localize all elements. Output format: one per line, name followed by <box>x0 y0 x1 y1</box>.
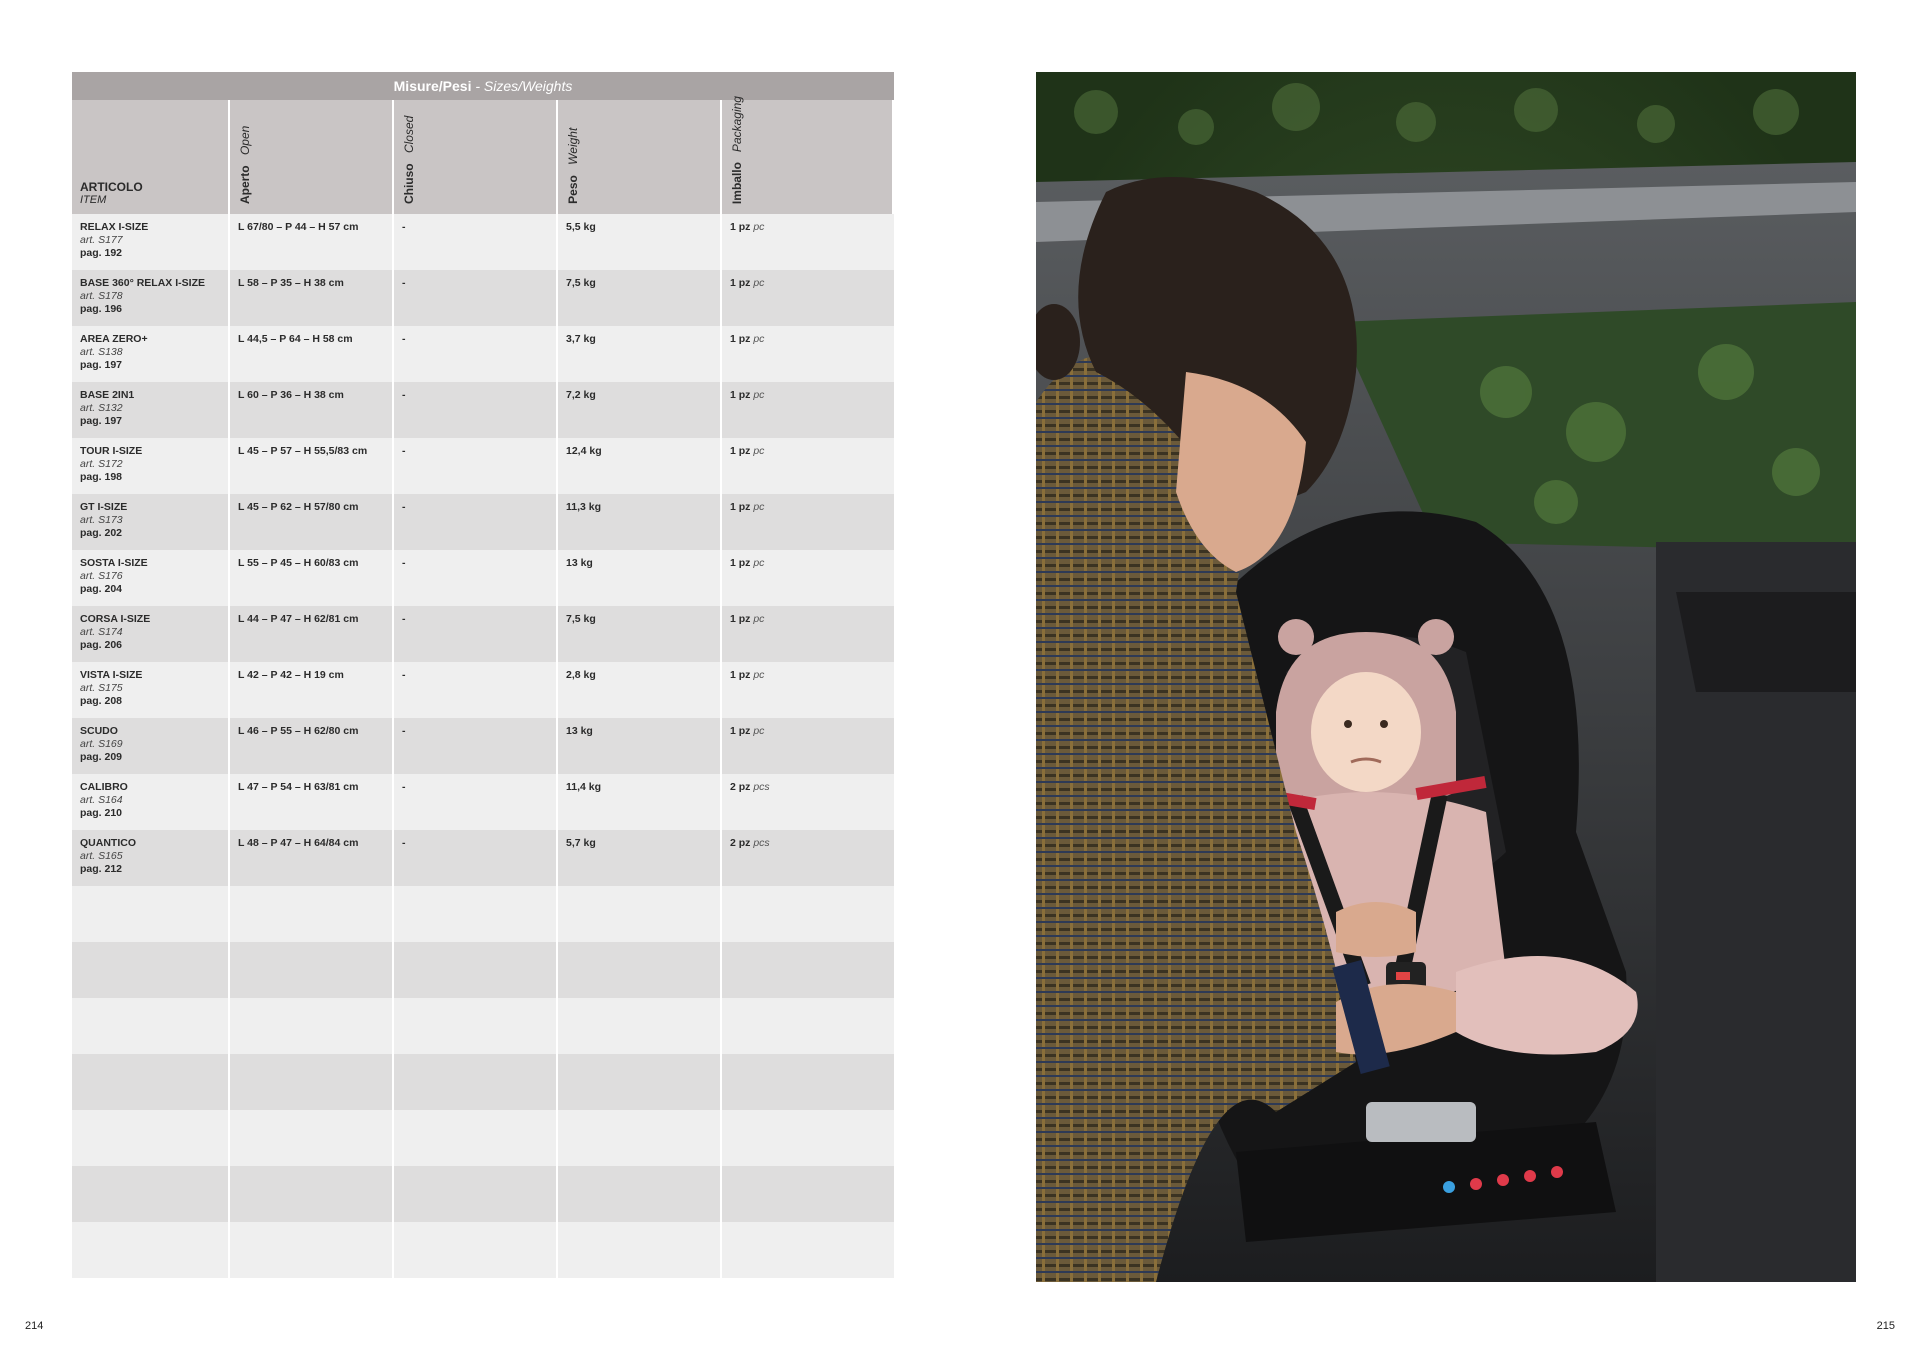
item-page: pag. 209 <box>80 751 123 763</box>
packaging-qty: 1 pz <box>730 725 751 737</box>
packaging-unit: pc <box>753 669 765 681</box>
table-grid <box>72 95 894 1278</box>
cell-item <box>72 270 230 326</box>
cell-open <box>230 1054 394 1110</box>
cell-weight: 7,5 kg <box>558 270 722 326</box>
cell-weight: 11,4 kg <box>558 774 722 830</box>
cell-open: L 67/80 – P 44 – H 57 cm <box>230 214 394 270</box>
cell-closed <box>394 1110 558 1166</box>
car-seat-photo <box>1036 72 1856 1282</box>
cell-weight <box>558 1054 722 1110</box>
cell-closed <box>394 886 558 942</box>
cell-item <box>72 606 230 662</box>
cell-packaging <box>722 774 894 830</box>
cell-weight: 7,2 kg <box>558 382 722 438</box>
packaging-qty: 2 pz <box>730 781 751 793</box>
item-page: pag. 192 <box>80 247 123 259</box>
cell-item <box>72 830 230 886</box>
cell-closed: - <box>394 438 558 494</box>
cell-open: L 46 – P 55 – H 62/80 cm <box>230 718 394 774</box>
item-name: BASE 2IN1 <box>80 389 135 401</box>
item-name: VISTA I-SIZE <box>80 669 143 681</box>
photo-illustration <box>1036 72 1856 1282</box>
packaging-qty: 1 pz <box>730 277 751 289</box>
item-article: art. S138 <box>80 346 123 358</box>
cell-open <box>230 1222 394 1278</box>
cell-closed <box>394 1222 558 1278</box>
cell-packaging <box>722 998 894 1054</box>
packaging-unit: pc <box>753 221 765 233</box>
page-number-left: 214 <box>25 1320 44 1332</box>
cell-packaging <box>722 494 894 550</box>
cell-closed <box>394 942 558 998</box>
cell-packaging <box>722 1166 894 1222</box>
item-name: TOUR I-SIZE <box>80 445 143 457</box>
cell-closed: - <box>394 494 558 550</box>
cell-closed <box>394 998 558 1054</box>
cell-packaging <box>722 438 894 494</box>
cell-packaging <box>722 942 894 998</box>
cell-item <box>72 1054 230 1110</box>
cell-weight <box>558 1110 722 1166</box>
cell-weight: 5,5 kg <box>558 214 722 270</box>
cell-item <box>72 326 230 382</box>
packaging-unit: pc <box>753 445 765 457</box>
packaging-qty: 1 pz <box>730 501 751 513</box>
item-article: art. S169 <box>80 738 123 750</box>
table-title <box>72 72 894 100</box>
item-name: CALIBRO <box>80 781 128 793</box>
cell-closed: - <box>394 718 558 774</box>
item-name: CORSA I-SIZE <box>80 613 151 625</box>
cell-item <box>72 886 230 942</box>
header-closed <box>394 100 558 214</box>
header-item-sublabel: ITEM <box>80 194 107 206</box>
cell-item <box>72 998 230 1054</box>
item-name: RELAX I-SIZE <box>80 221 149 233</box>
cell-item <box>72 1166 230 1222</box>
packaging-unit: pcs <box>753 837 770 849</box>
packaging-qty: 1 pz <box>730 557 751 569</box>
item-name: QUANTICO <box>80 837 136 849</box>
page-number-right: 215 <box>1876 1320 1895 1332</box>
item-article: art. S175 <box>80 682 123 694</box>
cell-open <box>230 886 394 942</box>
cell-item <box>72 942 230 998</box>
cell-packaging <box>722 270 894 326</box>
cell-closed: - <box>394 774 558 830</box>
cell-item <box>72 382 230 438</box>
cell-item <box>72 718 230 774</box>
item-article: art. S174 <box>80 626 123 638</box>
cell-item <box>72 550 230 606</box>
cell-open: L 44 – P 47 – H 62/81 cm <box>230 606 394 662</box>
item-name: SCUDO <box>80 725 118 737</box>
packaging-qty: 1 pz <box>730 669 751 681</box>
cell-closed <box>394 1054 558 1110</box>
item-name: BASE 360° RELAX I-SIZE <box>80 277 205 289</box>
cell-closed: - <box>394 830 558 886</box>
header-weight-label: Peso <box>566 175 580 204</box>
item-page: pag. 212 <box>80 863 123 875</box>
cell-weight: 13 kg <box>558 550 722 606</box>
item-article: art. S178 <box>80 290 123 302</box>
packaging-qty: 1 pz <box>730 389 751 401</box>
item-page: pag. 208 <box>80 695 123 707</box>
packaging-qty: 1 pz <box>730 333 751 345</box>
item-name: GT I-SIZE <box>80 501 128 513</box>
cell-packaging <box>722 214 894 270</box>
header-closed-label: Chiuso <box>402 163 416 204</box>
cell-weight: 3,7 kg <box>558 326 722 382</box>
cell-open: L 58 – P 35 – H 38 cm <box>230 270 394 326</box>
packaging-unit: pc <box>753 725 765 737</box>
item-article: art. S164 <box>80 794 123 806</box>
cell-weight: 7,5 kg <box>558 606 722 662</box>
packaging-unit: pc <box>753 613 765 625</box>
cell-open: L 42 – P 42 – H 19 cm <box>230 662 394 718</box>
header-item <box>72 100 230 214</box>
cell-open: L 45 – P 57 – H 55,5/83 cm <box>230 438 394 494</box>
cell-weight: 2,8 kg <box>558 662 722 718</box>
item-article: art. S172 <box>80 458 123 470</box>
cell-closed: - <box>394 662 558 718</box>
item-name: SOSTA I-SIZE <box>80 557 148 569</box>
cell-item <box>72 438 230 494</box>
cell-item <box>72 1222 230 1278</box>
cell-closed: - <box>394 214 558 270</box>
cell-weight: 11,3 kg <box>558 494 722 550</box>
header-packaging <box>722 95 894 214</box>
cell-item <box>72 214 230 270</box>
item-article: art. S165 <box>80 850 123 862</box>
packaging-unit: pc <box>753 333 765 345</box>
item-article: art. S132 <box>80 402 123 414</box>
sizes-weights-table <box>72 72 894 1282</box>
header-open-sublabel: Open <box>238 125 252 156</box>
packaging-qty: 2 pz <box>730 837 751 849</box>
packaging-qty: 1 pz <box>730 445 751 457</box>
cell-closed: - <box>394 382 558 438</box>
cell-open: L 48 – P 47 – H 64/84 cm <box>230 830 394 886</box>
cell-open <box>230 1110 394 1166</box>
header-packaging-label: Imballo <box>730 161 744 204</box>
table-title-sub: - Sizes/Weights <box>471 78 573 94</box>
cell-weight: 5,7 kg <box>558 830 722 886</box>
header-open <box>230 100 394 214</box>
packaging-unit: pcs <box>753 781 770 793</box>
cell-weight: 12,4 kg <box>558 438 722 494</box>
cell-open: L 47 – P 54 – H 63/81 cm <box>230 774 394 830</box>
cell-weight <box>558 942 722 998</box>
header-weight <box>558 100 722 214</box>
cell-open: L 60 – P 36 – H 38 cm <box>230 382 394 438</box>
cell-weight <box>558 1222 722 1278</box>
cell-closed: - <box>394 606 558 662</box>
packaging-unit: pc <box>753 501 765 513</box>
cell-weight <box>558 886 722 942</box>
header-open-label: Aperto <box>238 165 252 204</box>
cell-weight <box>558 1166 722 1222</box>
cell-closed: - <box>394 550 558 606</box>
cell-item <box>72 774 230 830</box>
cell-packaging <box>722 606 894 662</box>
cell-packaging <box>722 1222 894 1278</box>
item-page: pag. 198 <box>80 471 123 483</box>
cell-packaging <box>722 326 894 382</box>
cell-weight: 13 kg <box>558 718 722 774</box>
packaging-unit: pc <box>753 389 765 401</box>
cell-packaging <box>722 1054 894 1110</box>
item-article: art. S173 <box>80 514 123 526</box>
item-page: pag. 202 <box>80 527 123 539</box>
cell-open <box>230 1166 394 1222</box>
cell-packaging <box>722 662 894 718</box>
cell-closed <box>394 1166 558 1222</box>
header-packaging-sublabel: Packaging <box>730 95 744 152</box>
packaging-unit: pc <box>753 557 765 569</box>
cell-weight <box>558 998 722 1054</box>
cell-open: L 45 – P 62 – H 57/80 cm <box>230 494 394 550</box>
cell-open <box>230 998 394 1054</box>
item-article: art. S176 <box>80 570 123 582</box>
packaging-unit: pc <box>753 277 765 289</box>
cell-open: L 55 – P 45 – H 60/83 cm <box>230 550 394 606</box>
cell-packaging <box>722 1110 894 1166</box>
cell-packaging <box>722 718 894 774</box>
header-closed-sublabel: Closed <box>402 115 416 154</box>
header-weight-sublabel: Weight <box>566 128 580 166</box>
cell-open <box>230 942 394 998</box>
cell-packaging <box>722 382 894 438</box>
item-article: art. S177 <box>80 234 123 246</box>
cell-packaging <box>722 550 894 606</box>
table-title-main: Misure/Pesi <box>393 78 472 94</box>
item-page: pag. 206 <box>80 639 123 651</box>
cell-item <box>72 1110 230 1166</box>
cell-item <box>72 662 230 718</box>
packaging-qty: 1 pz <box>730 613 751 625</box>
cell-closed: - <box>394 326 558 382</box>
header-item-label: ARTICOLO <box>80 180 143 194</box>
item-page: pag. 197 <box>80 359 123 371</box>
cell-packaging <box>722 886 894 942</box>
item-name: AREA ZERO+ <box>80 333 148 345</box>
item-page: pag. 204 <box>80 583 123 595</box>
cell-closed: - <box>394 270 558 326</box>
packaging-qty: 1 pz <box>730 221 751 233</box>
item-page: pag. 196 <box>80 303 123 315</box>
item-page: pag. 210 <box>80 807 123 819</box>
cell-item <box>72 494 230 550</box>
cell-open: L 44,5 – P 64 – H 58 cm <box>230 326 394 382</box>
item-page: pag. 197 <box>80 415 123 427</box>
cell-packaging <box>722 830 894 886</box>
